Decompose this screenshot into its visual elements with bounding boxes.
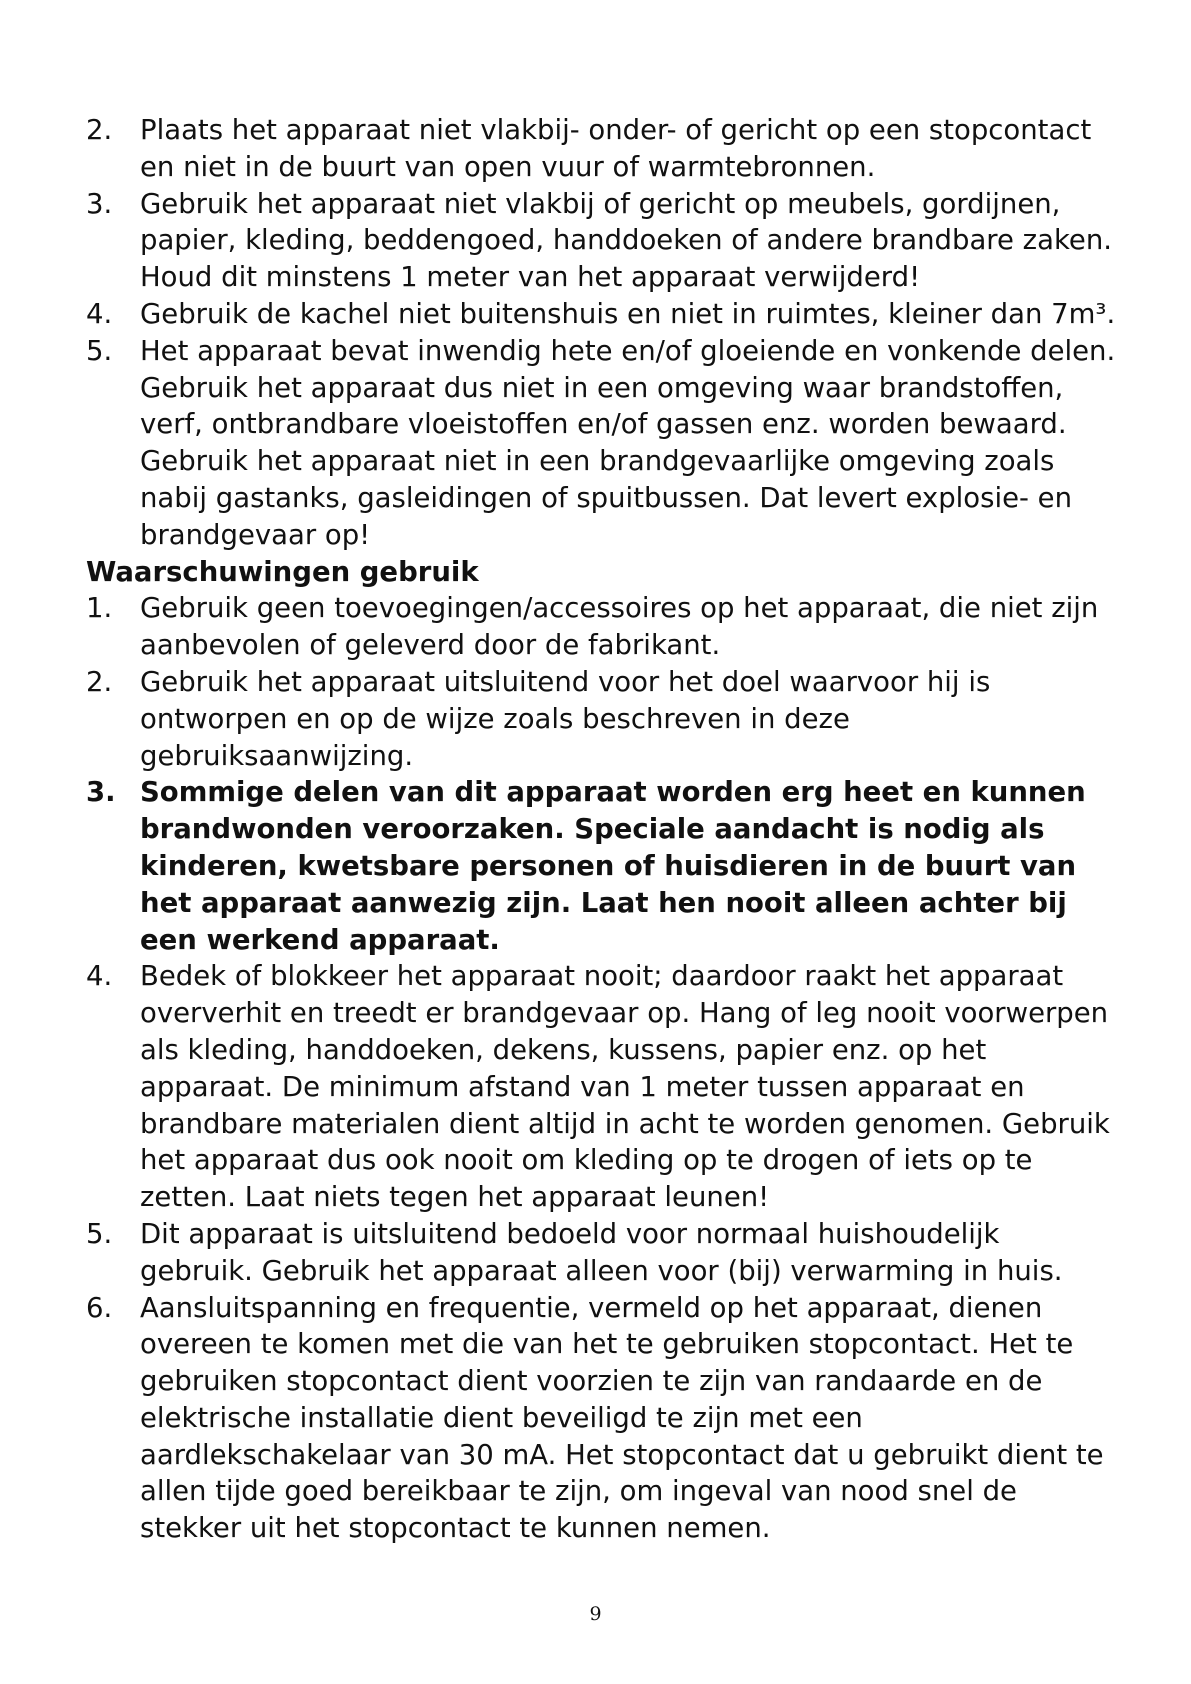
list-item-number: 3. bbox=[86, 776, 116, 809]
list-item bbox=[86, 1290, 1116, 1548]
list-item-number: 5. bbox=[86, 1217, 113, 1250]
list-item-warning-bold bbox=[86, 774, 1116, 958]
list-item bbox=[86, 958, 1116, 1216]
list-item-text: Gebruik geen toevoegingen/accessoires op het apparaat, die niet zijn aanbevolen of geleverd door de fabrikant. bbox=[140, 592, 1099, 662]
list-item-text: Gebruik de kachel niet buitenshuis en niet in ruimtes, kleiner dan 7m³. bbox=[140, 297, 1116, 330]
list-item bbox=[86, 296, 1116, 333]
list-item bbox=[86, 112, 1116, 186]
list-item-text: Dit apparaat is uitsluitend bedoeld voor normaal huishoudelijk gebruik. Gebruik het apparaat alleen voor (bij) verwarming in huis. bbox=[140, 1217, 1063, 1287]
list-item-text: Plaats het apparaat niet vlakbij- onder- of gericht op een stopcontact en niet in de buurt van open vuur of warmtebronnen. bbox=[140, 114, 1092, 183]
list-item-number: 2. bbox=[86, 114, 113, 146]
list-item-text: Sommige delen van dit apparaat worden erg heet en kunnen brandwonden veroorzaken. Speciale aandacht is nodig als kinderen, kwetsbare personen of huisdieren in de buurt van het apparaat aanwezig zijn. Laat hen nooit alleen achter bij een werkend apparaat. bbox=[140, 776, 1086, 956]
document-body bbox=[86, 112, 1116, 1547]
safety-list-usage bbox=[86, 590, 1116, 1547]
list-item-text: Gebruik het apparaat uitsluitend voor het doel waarvoor hij is ontworpen en op de wijze zoals beschreven in deze gebruiksaanwijzing. bbox=[140, 665, 991, 772]
page-number: 9 bbox=[589, 1603, 602, 1625]
list-item-text: Bedek of blokkeer het apparaat nooit; daardoor raakt het apparaat oververhit en treedt er brandgevaar op. Hang of leg nooit voorwerpen als kleding, handdoeken, dekens, kussens, papier enz. op het apparaat. De minimum afstand van 1 meter tussen apparaat en brandbare materialen dient altijd in acht te worden genomen. Gebruik het apparaat dus ook nooit om kleding op te drogen of iets op te zetten. Laat niets tegen het apparaat leunen! bbox=[140, 960, 1110, 1214]
list-item-number: 5. bbox=[86, 334, 113, 367]
list-item-text: Het apparaat bevat inwendig hete en/of gloeiende en vonkende delen. Gebruik het apparaat dus niet in een omgeving waar brandstoffen, verf, ontbrandbare vloeistoffen en/of gassen enz. worden bewaard. Gebruik het apparaat niet in een brandgevaarlijke omgeving zoals nabij gastanks, gasleidingen of spuitbussen. Dat levert explosie- en brandgevaar op! bbox=[140, 334, 1116, 551]
list-item bbox=[86, 333, 1116, 554]
list-item-number: 1. bbox=[86, 592, 113, 625]
list-item-number: 6. bbox=[86, 1291, 113, 1324]
section-heading: Waarschuwingen gebruik bbox=[86, 555, 479, 588]
list-item-text: Aansluitspanning en frequentie, vermeld op het apparaat, dienen overeen te komen met die van het te gebruiken stopcontact. Het te gebruiken stopcontact dient voorzien te zijn van randaarde en de elektrische installatie dient beveiligd te zijn met een aardlekschakelaar van 30 mA. Het stopcontact dat u gebruikt dient te allen tijde goed bereikbaar te zijn, om ingeval van nood snel de stekker uit het stopcontact te kunnen nemen. bbox=[140, 1291, 1104, 1545]
list-item-number: 4. bbox=[86, 297, 113, 330]
list-item bbox=[86, 186, 1116, 296]
list-item-number: 2. bbox=[86, 665, 113, 698]
list-item bbox=[86, 1216, 1116, 1290]
list-item-text: Gebruik het apparaat niet vlakbij of gericht op meubels, gordijnen, papier, kleding, beddengoed, handdoeken of andere brandbare zaken. Houd dit minstens 1 meter van het apparaat verwijderd! bbox=[140, 187, 1112, 294]
safety-list-placement bbox=[86, 112, 1116, 554]
list-item-number: 4. bbox=[86, 960, 113, 993]
list-item bbox=[86, 664, 1116, 774]
list-item-number: 3. bbox=[86, 187, 113, 220]
list-item bbox=[86, 590, 1116, 664]
